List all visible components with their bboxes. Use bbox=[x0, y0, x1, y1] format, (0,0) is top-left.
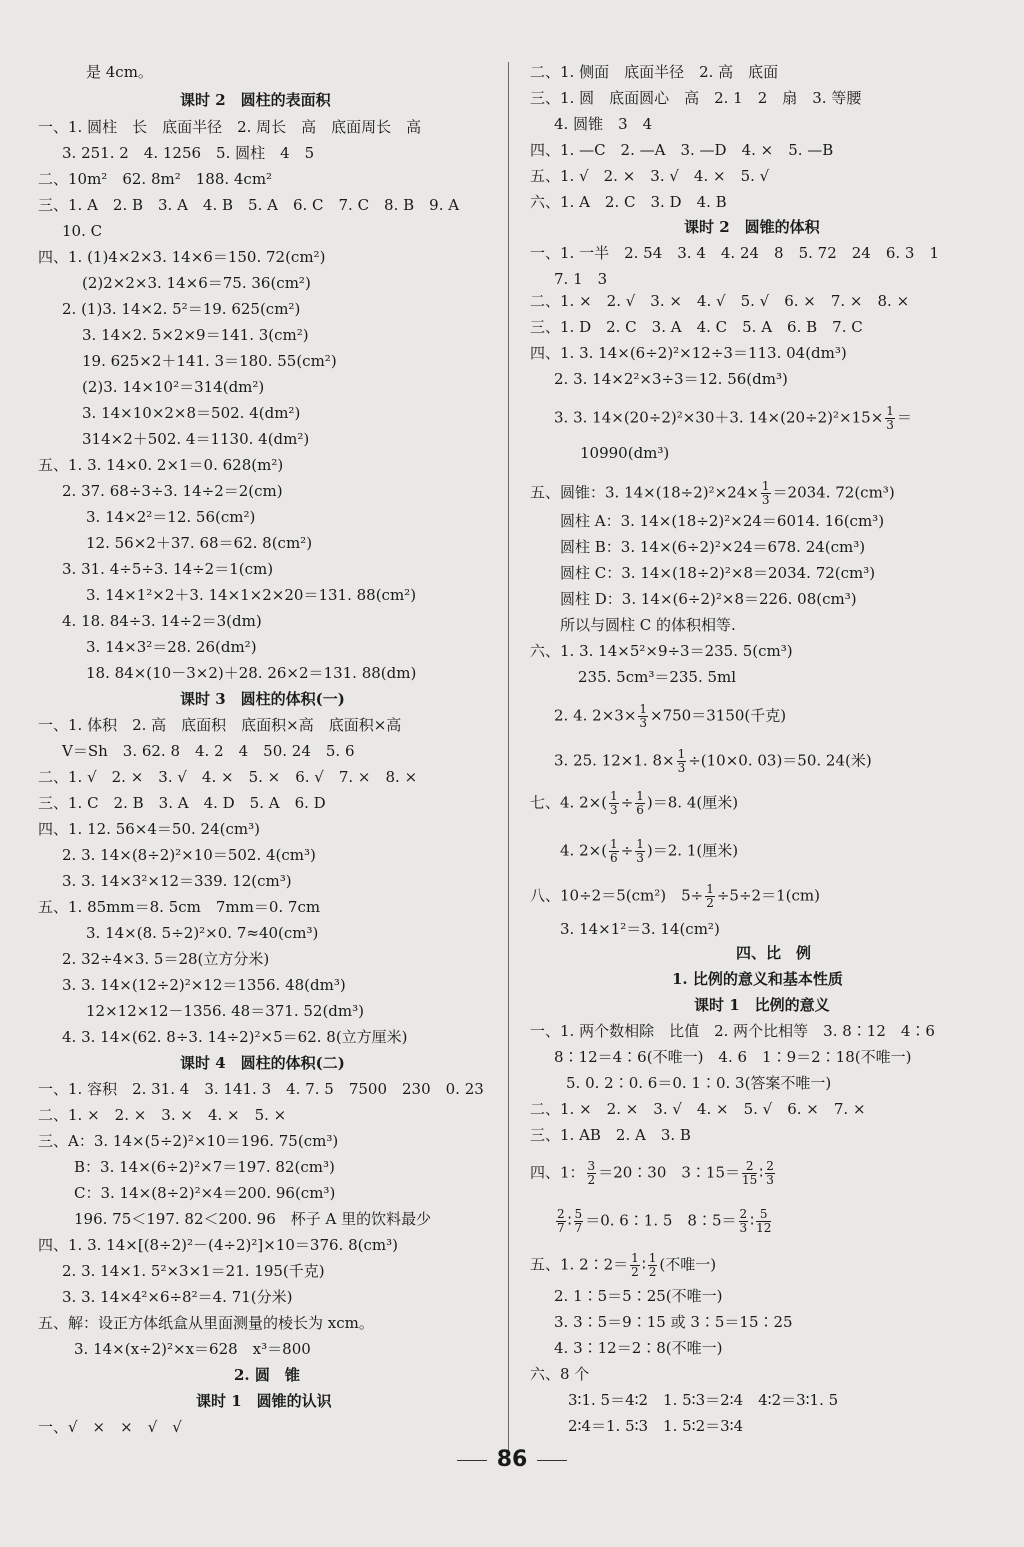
answer-line: 五、1. 2∶2＝ $\frac{1}{2}$ ∶ $\frac{1}{2}$ (不唯一) bbox=[530, 1251, 717, 1279]
answer-line: 196. 75＜197. 82＜200. 96 杯子 A 里的饮料最少 bbox=[74, 1210, 432, 1228]
answer-line: 六、1. 3. 14×5²×9÷3＝235. 5(cm³) bbox=[530, 642, 793, 660]
fraction: $\frac{1}{2}$ bbox=[706, 882, 714, 910]
fraction: $\frac{1}{2}$ bbox=[648, 1251, 657, 1279]
fraction: $\frac{1}{3}$ bbox=[639, 702, 648, 730]
answer-line: 六、1. A 2. C 3. D 4. B bbox=[530, 193, 727, 211]
answer-line: 3. 3∶5＝9∶15 或 3∶5＝15∶25 bbox=[554, 1313, 793, 1331]
section-heading: 1. 比例的意义和基本性质 bbox=[672, 970, 843, 988]
fraction: $\frac{1}{2}$ bbox=[631, 1251, 639, 1279]
answer-line: 四、1. (1)4×2×3. 14×6＝150. 72(cm²) bbox=[38, 248, 326, 266]
fraction: $\frac{1}{3}$ bbox=[636, 837, 644, 865]
answer-line: 19. 625×2＋141. 3＝180. 55(cm²) bbox=[82, 352, 337, 370]
fraction: $\frac{2}{15}$ bbox=[742, 1159, 758, 1187]
answer-line: 8∶12＝4∶6(不唯一) 4. 6 1∶9＝2∶18(不唯一) bbox=[554, 1048, 912, 1066]
answer-line: 二、1. 侧面 底面半径 2. 高 底面 bbox=[530, 63, 779, 81]
answer-line: 12×12×12－1356. 48＝371. 52(dm³) bbox=[86, 1002, 364, 1020]
answer-line: 235. 5cm³＝235. 5ml bbox=[578, 668, 737, 686]
answer-line: 2. 3. 14×1. 5²×3×1＝21. 195(千克) bbox=[62, 1262, 325, 1280]
page-number: 86 bbox=[0, 1447, 1024, 1472]
answer-line: 八、10÷2＝5(cm²) 5÷ $\frac{1}{2}$ ÷5÷2＝1(cm) bbox=[530, 882, 820, 910]
answer-line: 圆柱 C：3. 14×(18÷2)²×8＝2034. 72(cm³) bbox=[560, 564, 876, 582]
answer-line: 12. 56×2＋37. 68＝62. 8(cm²) bbox=[86, 534, 313, 552]
answer-line: 三、1. A 2. B 3. A 4. B 5. A 6. C 7. C 8. B 9. A bbox=[38, 196, 460, 214]
answer-line: 二、1. × 2. × 3. × 4. × 5. × bbox=[38, 1106, 287, 1124]
answer-line: 二、1. × 2. × 3. √ 4. × 5. √ 6. × 7. × bbox=[530, 1100, 866, 1118]
answer-line: 二、1. × 2. √ 3. × 4. √ 5. √ 6. × 7. × 8. × bbox=[530, 292, 910, 310]
section-heading: 四、比 例 bbox=[736, 944, 812, 962]
answer-line: 三、1. 圆 底面圆心 高 2. 1 2 扇 3. 等腰 bbox=[530, 89, 862, 107]
fraction: $\frac{1}{3}$ bbox=[761, 479, 770, 507]
answer-line: 圆柱 B：3. 14×(6÷2)²×24＝678. 24(cm³) bbox=[560, 538, 866, 556]
answer-line: 2. 37. 68÷3÷3. 14÷2＝2(cm) bbox=[62, 482, 283, 500]
answer-line: (2)3. 14×10²＝314(dm²) bbox=[82, 378, 265, 396]
section-heading: 2. 圆 锥 bbox=[234, 1366, 300, 1384]
answer-line: 4. 圆锥 3 4 bbox=[554, 115, 653, 133]
answer-line: 四、1. 3. 14×(6÷2)²×12÷3＝113. 04(dm³) bbox=[530, 344, 847, 362]
fraction: $\frac{1}{3}$ bbox=[677, 747, 686, 775]
answer-line: 所以与圆柱 C 的体积相等. bbox=[560, 616, 736, 634]
answer-line: 四、1： $\frac{3}{2}$ ＝20∶30 3∶15＝ $\frac{2}{15}$ ∶ $\frac{2}{3}$ bbox=[530, 1159, 774, 1187]
answer-line: 一、1. 一半 2. 54 3. 4 4. 24 8 5. 72 24 6. 3 1 bbox=[530, 244, 940, 262]
answer-line: 4. 3. 14×(62. 8÷3. 14÷2)²×5＝62. 8(立方厘米) bbox=[62, 1028, 408, 1046]
answer-line: 四、1. 12. 56×4＝50. 24(cm³) bbox=[38, 820, 260, 838]
answer-line: 4. 2×( $\frac{1}{6}$ ÷ $\frac{1}{3}$ )＝2. 1(厘米) bbox=[560, 837, 739, 865]
answer-line: 2. 4. 2×3× $\frac{1}{3}$ ×750＝3150(千克) bbox=[554, 702, 787, 730]
fraction: $\frac{1}{6}$ bbox=[636, 789, 644, 817]
answer-line: 2. 3. 14×(8÷2)²×10＝502. 4(cm³) bbox=[62, 846, 316, 864]
answer-line: 圆柱 D：3. 14×(6÷2)²×8＝226. 08(cm³) bbox=[560, 590, 857, 608]
answer-line: 七、4. 2×( $\frac{1}{3}$ ÷ $\frac{1}{6}$ )＝8. 4(厘米) bbox=[530, 789, 739, 817]
answer-line: 三、A：3. 14×(5÷2)²×10＝196. 75(cm³) bbox=[38, 1132, 339, 1150]
answer-line: 一、1. 容积 2. 31. 4 3. 141. 3 4. 7. 5 7500 230 0. 23 bbox=[38, 1080, 484, 1098]
answer-line: 314×2＋502. 4＝1130. 4(dm²) bbox=[82, 430, 310, 448]
answer-line: 一、1. 两个数相除 比值 2. 两个比相等 3. 8∶12 4∶6 bbox=[530, 1022, 935, 1040]
answer-line: 三、1. C 2. B 3. A 4. D 5. A 6. D bbox=[38, 794, 326, 812]
answer-line: 18. 84×(10－3×2)＋28. 26×2＝131. 88(dm) bbox=[86, 664, 417, 682]
answer-line: 3∶1. 5＝4∶2 1. 5∶3＝2∶4 4∶2＝3∶1. 5 bbox=[568, 1391, 839, 1409]
answer-line: 3. 251. 2 4. 1256 5. 圆柱 4 5 bbox=[62, 144, 315, 162]
fraction: $\frac{1}{6}$ bbox=[610, 837, 618, 865]
section-heading: 课时 2 圆锥的体积 bbox=[684, 218, 820, 236]
answer-line: 二、10m² 62. 8m² 188. 4cm² bbox=[38, 170, 273, 188]
answer-line: 3. 3. 14×(12÷2)²×12＝1356. 48(dm³) bbox=[62, 976, 346, 994]
column-divider bbox=[508, 62, 509, 1454]
answer-line: 三、1. AB 2. A 3. B bbox=[530, 1126, 691, 1144]
answer-line: 五、1. 3. 14×0. 2×1＝0. 628(m²) bbox=[38, 456, 284, 474]
answer-line: 2∶4＝1. 5∶3 1. 5∶2＝3∶4 bbox=[568, 1417, 744, 1435]
answer-line: 3. 14×2²＝12. 56(cm²) bbox=[86, 508, 256, 526]
answer-line: (2)2×2×3. 14×6＝75. 36(cm²) bbox=[82, 274, 311, 292]
section-heading: 课时 3 圆柱的体积(一) bbox=[180, 690, 345, 708]
answer-line: 2. (1)3. 14×2. 5²＝19. 625(cm²) bbox=[62, 300, 301, 318]
fraction: $\frac{2}{3}$ bbox=[739, 1207, 748, 1235]
answer-line: $\frac{2}{7}$ ∶ $\frac{5}{7}$ ＝0. 6∶1. 5 8∶5＝ $\frac{2}{3}$ ∶ $\frac{5}{12}$ bbox=[557, 1207, 772, 1235]
answer-line: 3. 3. 14×4²×6÷8²＝4. 71(分米) bbox=[62, 1288, 293, 1306]
answer-line: 是 4cm。 bbox=[86, 63, 153, 81]
answer-line: B：3. 14×(6÷2)²×7＝197. 82(cm³) bbox=[74, 1158, 335, 1176]
answer-line: 三、1. D 2. C 3. A 4. C 5. A 6. B 7. C bbox=[530, 318, 863, 336]
section-heading: 课时 2 圆柱的表面积 bbox=[180, 91, 331, 109]
answer-line: 五、1. √ 2. × 3. √ 4. × 5. √ bbox=[530, 167, 770, 185]
answer-line: 一、1. 圆柱 长 底面半径 2. 周长 高 底面周长 高 bbox=[38, 118, 422, 136]
answer-line: 4. 3∶12＝2∶8(不唯一) bbox=[554, 1339, 723, 1357]
answer-line: 四、1. —C 2. —A 3. —D 4. × 5. —B bbox=[530, 141, 834, 159]
fraction: $\frac{3}{2}$ bbox=[587, 1159, 596, 1187]
answer-line: 2. 1∶5＝5∶25(不唯一) bbox=[554, 1287, 723, 1305]
answer-line: 一、1. 体积 2. 高 底面积 底面积×高 底面积×高 bbox=[38, 716, 402, 734]
answer-line: 3. 14×(8. 5÷2)²×0. 7≈40(cm³) bbox=[86, 924, 319, 942]
fraction: $\frac{1}{3}$ bbox=[886, 404, 894, 432]
answer-line: 3. 3. 14×(20÷2)²×30＋3. 14×(20÷2)²×15× $\frac{1}{3}$ ＝ bbox=[554, 404, 912, 432]
answer-line: 一、√ × × √ √ bbox=[38, 1418, 182, 1436]
fraction: $\frac{2}{7}$ bbox=[557, 1207, 565, 1235]
answer-line: 10. C bbox=[62, 222, 103, 240]
section-heading: 课时 1 比例的意义 bbox=[694, 996, 830, 1014]
answer-line: 3. 25. 12×1. 8× $\frac{1}{3}$ ÷(10×0. 03)＝50. 24(米) bbox=[554, 747, 872, 775]
answer-line: V＝Sh 3. 62. 8 4. 2 4 50. 24 5. 6 bbox=[62, 742, 355, 760]
fraction: $\frac{5}{12}$ bbox=[756, 1207, 772, 1235]
answer-line: 2. 32÷4×3. 5＝28(立方分米) bbox=[62, 950, 270, 968]
section-heading: 课时 4 圆柱的体积(二) bbox=[180, 1054, 345, 1072]
answer-line: 7. 1 3 bbox=[554, 270, 608, 288]
answer-line: 3. 14×1²＝3. 14(cm²) bbox=[560, 920, 720, 938]
answer-line: 4. 18. 84÷3. 14÷2＝3(dm) bbox=[62, 612, 262, 630]
answer-line: 3. 14×2. 5×2×9＝141. 3(cm²) bbox=[82, 326, 309, 344]
answer-line: 五、圆锥：3. 14×(18÷2)²×24× $\frac{1}{3}$ ＝2034. 72(cm³) bbox=[530, 479, 895, 507]
answer-line: 2. 3. 14×2²×3÷3＝12. 56(dm³) bbox=[554, 370, 788, 388]
fraction: $\frac{1}{3}$ bbox=[610, 789, 618, 817]
answer-line: 3. 14×1²×2＋3. 14×1×2×20＝131. 88(cm²) bbox=[86, 586, 417, 604]
section-heading: 课时 1 圆锥的认识 bbox=[196, 1392, 332, 1410]
answer-line: 3. 14×(x÷2)²×x＝628 x³＝800 bbox=[74, 1340, 311, 1358]
answer-line: 5. 0. 2∶0. 6＝0. 1∶0. 3(答案不唯一) bbox=[566, 1074, 832, 1092]
answer-line: 六、8 个 bbox=[530, 1365, 590, 1383]
answer-line: 3. 14×3²＝28. 26(dm²) bbox=[86, 638, 257, 656]
answer-line: 3. 31. 4÷5÷3. 14÷2＝1(cm) bbox=[62, 560, 274, 578]
answer-line: 四、1. 3. 14×[(8÷2)²－(4÷2)²]×10＝376. 8(cm³) bbox=[38, 1236, 398, 1254]
answer-line: 二、1. √ 2. × 3. √ 4. × 5. × 6. √ 7. × 8. × bbox=[38, 768, 418, 786]
answer-line: 3. 14×10×2×8＝502. 4(dm²) bbox=[82, 404, 301, 422]
answer-line: 圆柱 A：3. 14×(18÷2)²×24＝6014. 16(cm³) bbox=[560, 512, 885, 530]
answer-line: 五、解：设正方体纸盒从里面测量的棱长为 xcm。 bbox=[38, 1314, 374, 1332]
fraction: $\frac{2}{3}$ bbox=[766, 1159, 774, 1187]
answer-line: 3. 3. 14×3²×12＝339. 12(cm³) bbox=[62, 872, 292, 890]
fraction: $\frac{5}{7}$ bbox=[574, 1207, 583, 1235]
answer-line: 10990(dm³) bbox=[580, 444, 670, 462]
answer-line: 五、1. 85mm＝8. 5cm 7mm＝0. 7cm bbox=[38, 898, 321, 916]
answer-line: C：3. 14×(8÷2)²×4＝200. 96(cm³) bbox=[74, 1184, 336, 1202]
